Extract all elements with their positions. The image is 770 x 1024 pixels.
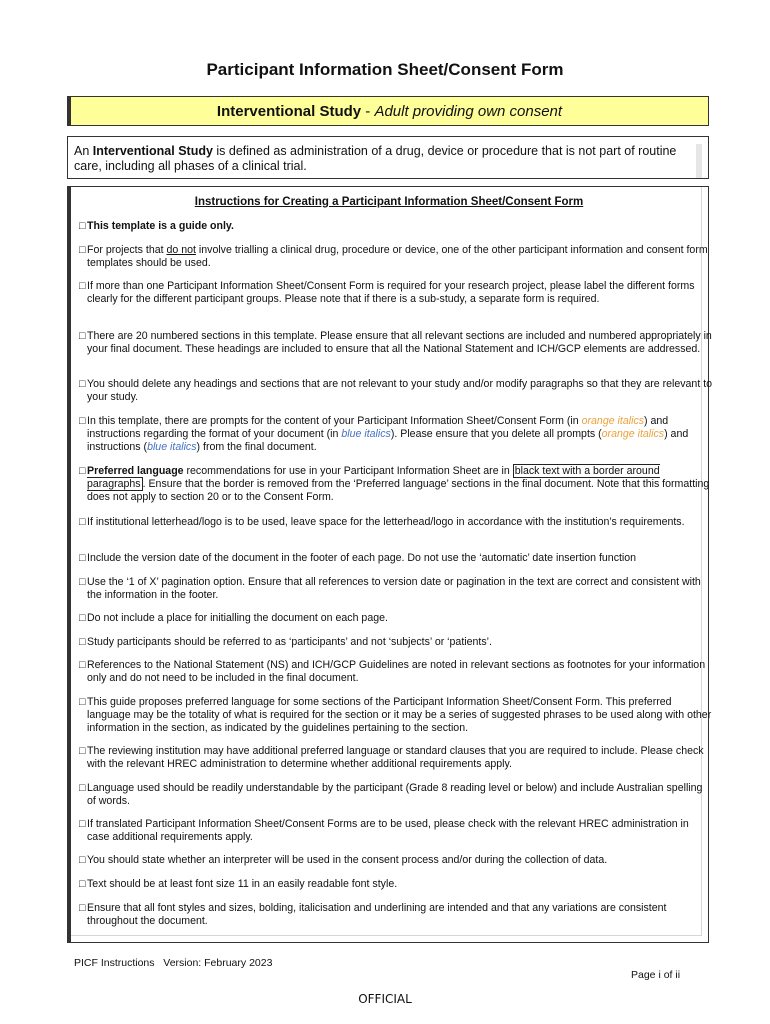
blue-instruction-example: blue italics: [147, 441, 197, 453]
instruction-item: [75, 612, 713, 625]
checkbox-bullet-icon: □: [79, 745, 86, 757]
checkbox-bullet-icon: □: [79, 854, 86, 866]
instruction-text: Use the ‘1 of X’ pagination option. Ensure that all references to version date or pagination in the text are correct and consistent with the information in the footer.: [87, 576, 701, 601]
checkbox-bullet-icon: □: [79, 516, 86, 528]
checkbox-bullet-icon: □: [79, 612, 86, 624]
instruction-item: [75, 902, 713, 928]
checkbox-bullet-icon: □: [79, 378, 86, 390]
definition-post: is defined as administration of a drug, device or procedure that is not part of routine care, including all phases of a clinical trial.: [74, 144, 677, 173]
instruction-text: ) and instructions (: [87, 428, 689, 453]
instruction-text: involve trialling a clinical drug, procedure or device, one of the other participant information and consent form templates should be used.: [87, 244, 708, 269]
instruction-text: Text should be at least font size 11 in an easily readable font style.: [87, 878, 398, 890]
instruction-item: [75, 782, 713, 808]
instruction-text: In this template, there are prompts for the content of your Participant Information Sheet/Consent Form (in: [87, 415, 582, 427]
instruction-text: . Ensure that the border is removed from the ‘Preferred language’ sections in the final document. Note that this formatting does not apply to section 20 or to the Consent Form.: [87, 478, 710, 503]
instruction-text: Do not include a place for initialling the document on each page.: [87, 612, 388, 624]
instruction-text: Study participants should be referred to as ‘participants’ and not ‘subjects’ or ‘patients’.: [87, 636, 492, 648]
instruction-text: ) and instructions regarding the format of your document (in: [87, 415, 669, 440]
orange-prompt-example: orange italics: [581, 415, 645, 427]
instruction-text: recommendations for use in your Participant Information Sheet are in: [183, 465, 513, 477]
instruction-item: [75, 878, 713, 891]
instruction-text: If more than one Participant Information Sheet/Consent Form is required for your research project, please label the different forms clearly for the different participant groups. Please note that if there is a sub-study, a separate form is required.: [87, 280, 695, 305]
instruction-text: ). Please ensure that you delete all prompts (: [390, 428, 602, 440]
instruction-text: This guide proposes preferred language for some sections of the Participant Information Sheet/Consent Form. This preferred language may be the totality of what is required for the section or it may be a series of suggested phrases to be used along with other information in the section, as indicated by the guidelines pertaining to the section.: [87, 696, 712, 734]
footer-page-number: Page i of ii: [631, 969, 681, 981]
instruction-text: This template is a guide only.: [87, 220, 234, 232]
checkbox-bullet-icon: □: [79, 244, 86, 256]
instruction-item: [75, 220, 713, 233]
checkbox-bullet-icon: □: [79, 415, 86, 427]
instruction-text: The reviewing institution may have additional preferred language or standard clauses that you are required to include. Please check with the relevant HREC administration to determine whether additional requirements apply.: [87, 745, 704, 770]
instruction-item: [75, 636, 713, 649]
checkbox-bullet-icon: □: [79, 818, 86, 830]
instruction-item: [75, 244, 713, 270]
page-title: Participant Information Sheet/Consent Form: [206, 60, 564, 79]
checkbox-bullet-icon: □: [79, 902, 86, 914]
study-type-separator: -: [361, 102, 375, 120]
checkbox-bullet-icon: □: [79, 878, 86, 890]
instruction-item: [75, 465, 713, 504]
checkbox-bullet-icon: □: [79, 465, 86, 477]
checkbox-bullet-icon: □: [79, 552, 86, 564]
instruction-item: [75, 378, 713, 404]
bordered-text-example: black text with a border around paragraphs: [87, 465, 660, 490]
study-type: Interventional Study: [216, 102, 362, 120]
checkbox-bullet-icon: □: [79, 659, 86, 671]
instruction-text: If institutional letterhead/logo is to be used, leave space for the letterhead/logo in accordance with the institution’s requirements.: [87, 516, 685, 528]
checkbox-bullet-icon: □: [79, 696, 86, 708]
instruction-text: For projects that: [87, 244, 167, 256]
instruction-item: [75, 415, 713, 454]
instruction-underline: do not: [166, 244, 196, 256]
instruction-item: [75, 330, 713, 356]
instructions-inner: [71, 187, 713, 936]
orange-prompt-example: orange italics: [601, 428, 665, 440]
instruction-item: [75, 280, 713, 306]
instruction-text: If translated Participant Information Sheet/Consent Forms are to be used, please check with the relevant HREC administration in case additional requirements apply.: [87, 818, 689, 843]
instruction-text: You should delete any headings and sections that are not relevant to your study and/or modify paragraphs so that they are relevant to your study.: [87, 378, 713, 403]
checkbox-bullet-icon: □: [79, 636, 86, 648]
instruction-text: There are 20 numbered sections in this template. Please ensure that all relevant sections are included and numbered appropriately in your final document. These headings are included to ensure that all the National Statement and ICH/GCP elements are addressed.: [87, 330, 712, 355]
checkbox-bullet-icon: □: [79, 330, 86, 342]
instruction-bold: Preferred language: [87, 465, 184, 477]
instruction-text: Ensure that all font styles and sizes, bolding, italicisation and underlining are intended and that any variations are consistent throughout the document.: [87, 902, 667, 927]
instruction-item: [75, 818, 713, 844]
checkbox-bullet-icon: □: [79, 782, 86, 794]
instruction-item: [75, 745, 713, 771]
instruction-text: ) from the final document.: [196, 441, 317, 453]
checkbox-bullet-icon: □: [79, 220, 86, 232]
definition-text: [74, 144, 702, 178]
definition-term: Interventional Study: [92, 144, 213, 158]
checkbox-bullet-icon: □: [79, 280, 86, 292]
instruction-item: [75, 576, 713, 602]
instruction-text: References to the National Statement (NS) and ICH/GCP Guidelines are noted in relevant sections as footnotes for your information only and do not need to be included in the final document.: [87, 659, 706, 684]
classification-label: OFFICIAL: [358, 992, 412, 1006]
instruction-item: [75, 696, 713, 735]
instruction-item: [75, 516, 713, 529]
footer-version: PICF Instructions Version: February 2023: [74, 957, 273, 969]
checkbox-bullet-icon: □: [79, 576, 86, 588]
instruction-text: Language used should be readily understandable by the participant (Grade 8 reading level or below) and include Australian spelling of words.: [87, 782, 703, 807]
instruction-text: You should state whether an interpreter will be used in the consent process and/or during the collection of data.: [87, 854, 608, 866]
study-subtitle: Adult providing own consent: [374, 102, 563, 120]
instruction-item: [75, 552, 713, 565]
blue-instruction-example: blue italics: [341, 428, 391, 440]
instruction-item: [75, 659, 713, 685]
definition-pre: An: [74, 144, 93, 158]
instruction-text: Include the version date of the document in the footer of each page. Do not use the ‘automatic’ date insertion function: [87, 552, 637, 564]
instruction-item: [75, 854, 713, 867]
study-type-banner: [67, 96, 709, 126]
definition-box: [67, 136, 709, 179]
instructions-title: Instructions for Creating a Participant Information Sheet/Consent Form: [194, 196, 584, 208]
instructions-box: [67, 186, 713, 943]
